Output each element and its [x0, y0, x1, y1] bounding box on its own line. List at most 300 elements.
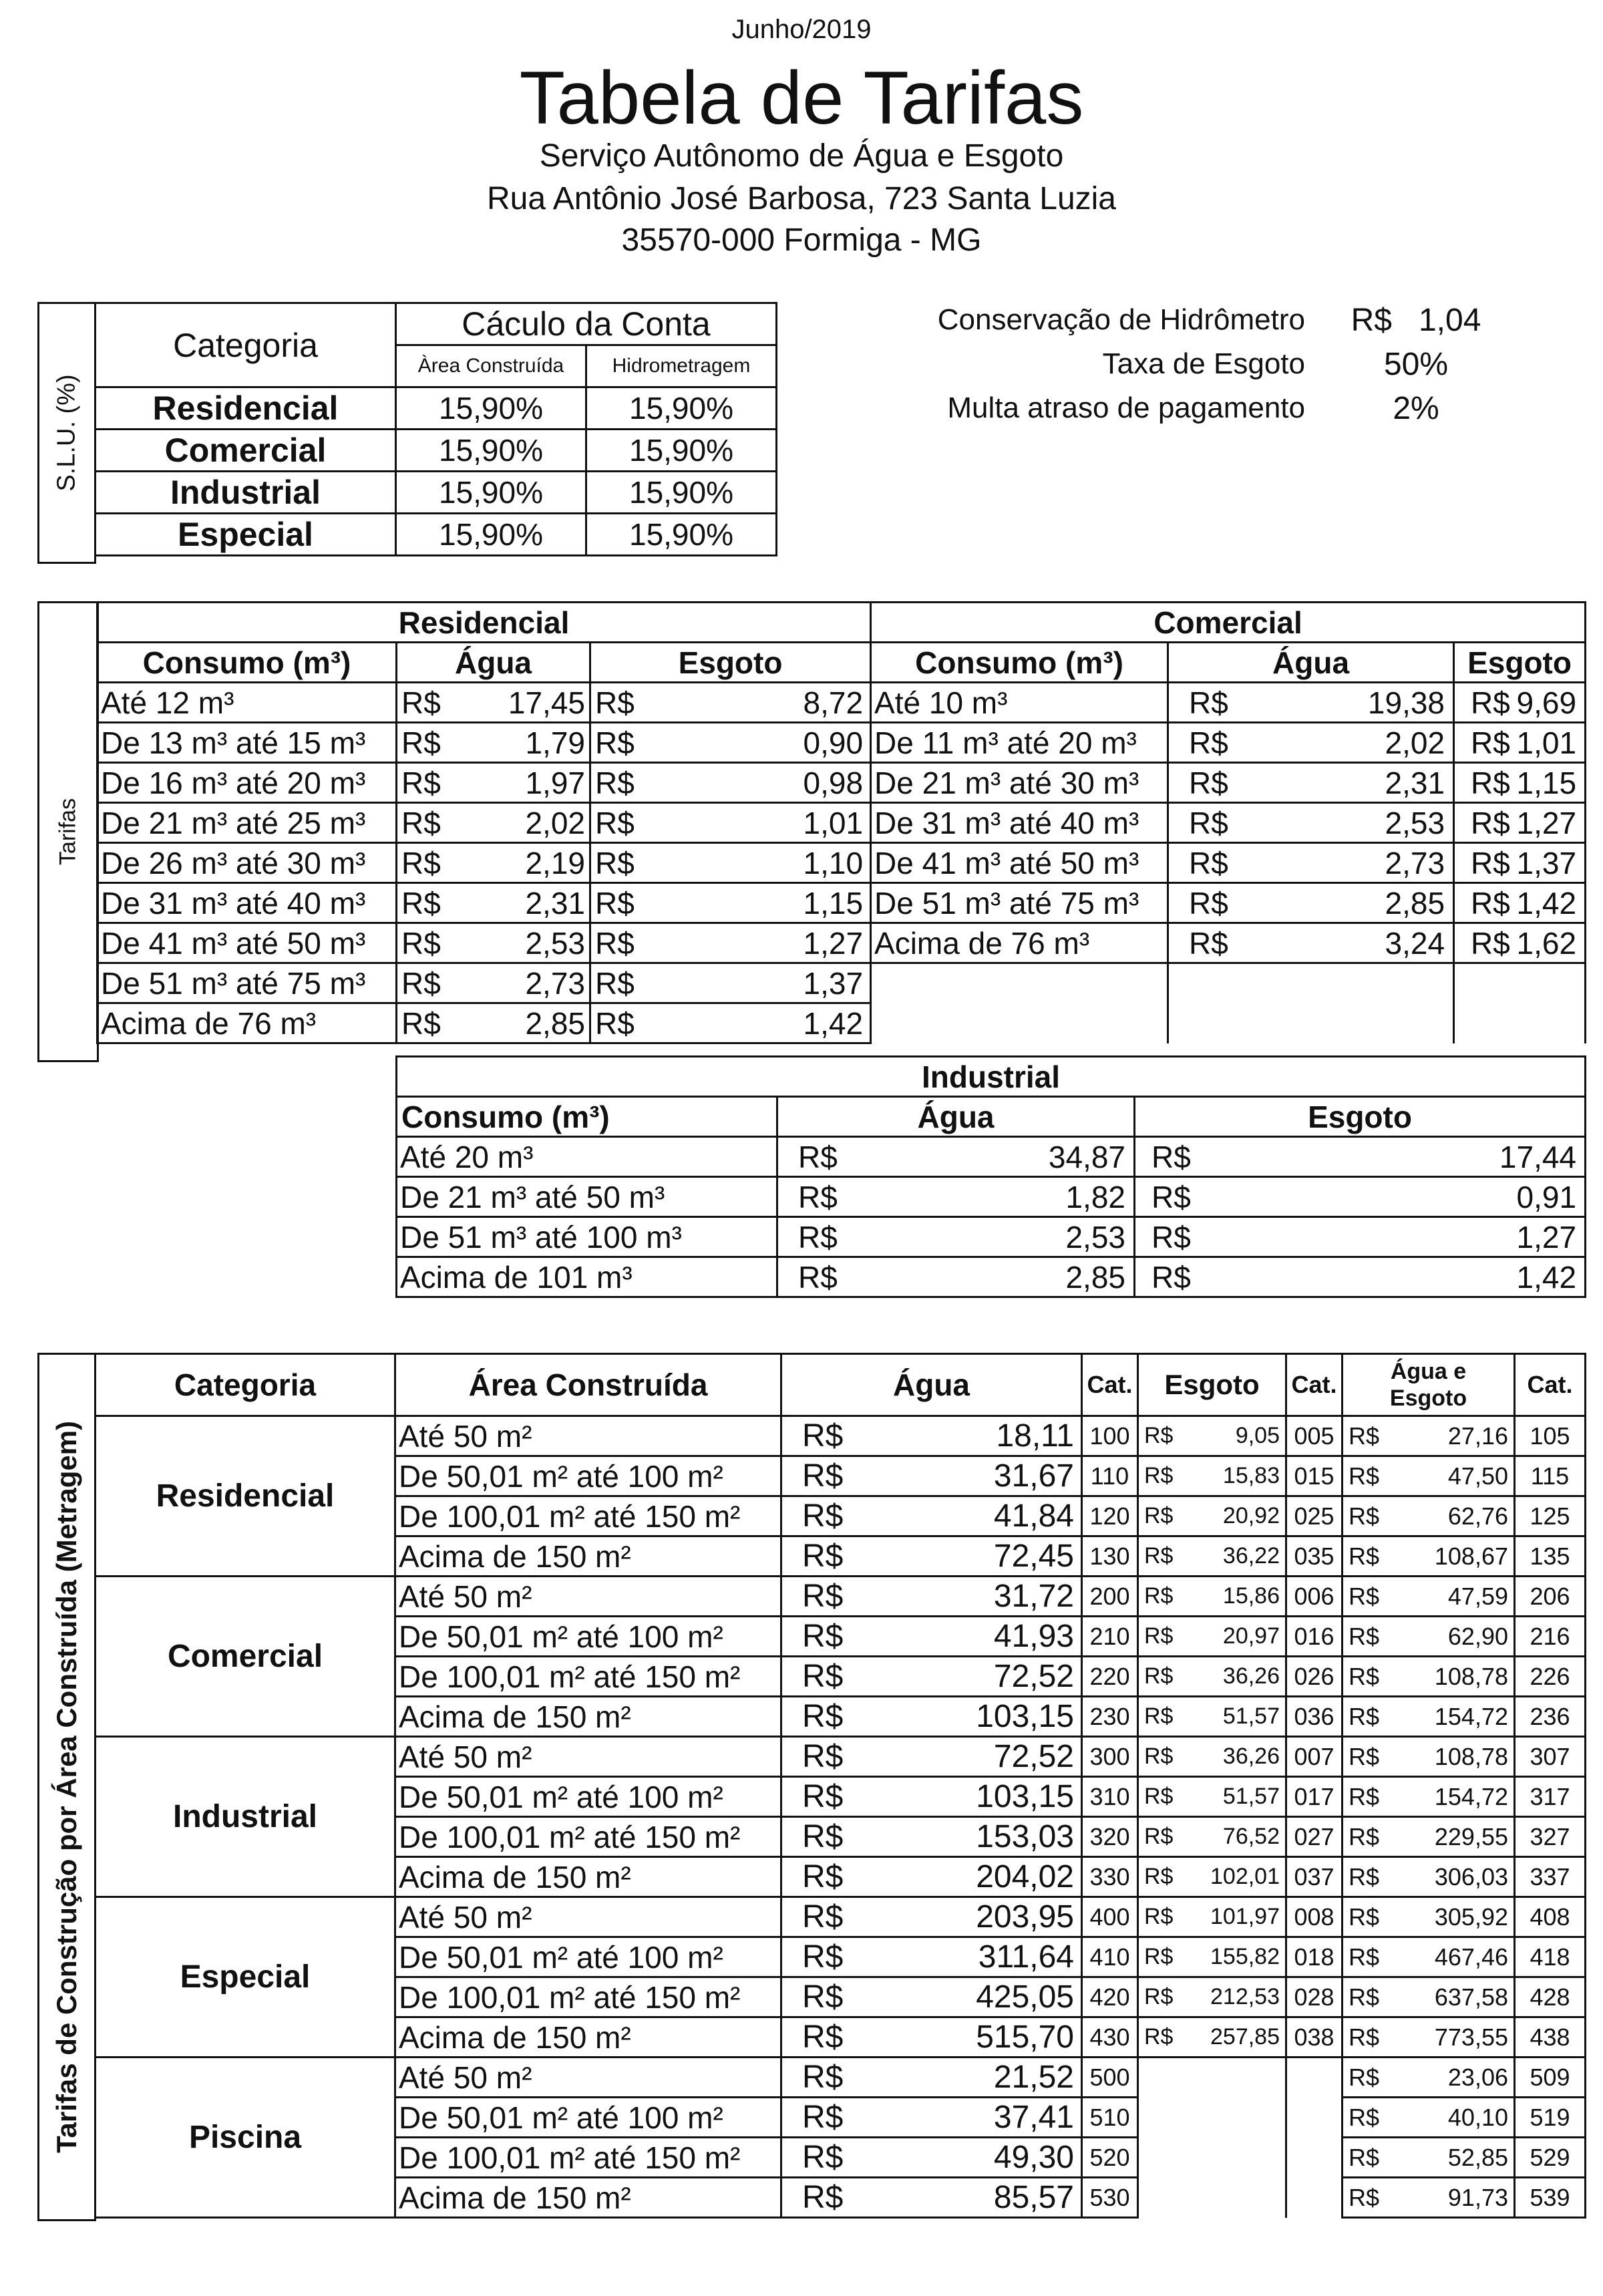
res-agua-amount: 17,45: [508, 685, 585, 720]
res-agua: [397, 763, 590, 803]
cons-esgoto: [1138, 1416, 1286, 1456]
cons-esgoto-amount: 20,97: [1222, 1623, 1280, 1649]
com-consumo: De 51 m³ até 75 m³: [871, 883, 1168, 923]
cons-h-esgoto: Esgoto: [1138, 1354, 1286, 1416]
cons-cat-agua: 410: [1082, 1937, 1138, 1977]
cons-agua: [781, 1577, 1082, 1617]
cons-h-agua-esgoto-line2: Esgoto: [1389, 1385, 1467, 1411]
ind-h-esgoto: Esgoto: [1135, 1097, 1586, 1137]
table-row: [397, 1217, 1586, 1257]
cons-agua-amount: 49,30: [993, 2140, 1074, 2175]
currency-symbol: R$: [1349, 2103, 1380, 2131]
currency-symbol: R$: [1349, 1903, 1380, 1931]
currency-symbol: R$: [1349, 1862, 1380, 1891]
cons-cat-agua: 520: [1082, 2138, 1138, 2178]
cons-agua-esgoto-amount: 154,72: [1434, 1782, 1508, 1810]
res-consumo: De 26 m³ até 30 m³: [98, 843, 397, 883]
cons-cat-esgoto: 037: [1286, 1857, 1343, 1897]
currency-symbol: R$: [1189, 845, 1228, 880]
cons-agua: [781, 1416, 1082, 1456]
currency-symbol: R$: [595, 805, 635, 840]
com-empty: [871, 1003, 1168, 1043]
res-esgoto: [590, 883, 871, 923]
info-label: Conservação de Hidrômetro: [937, 303, 1305, 336]
currency-symbol: R$: [1144, 1744, 1174, 1769]
currency-symbol: R$: [1144, 2024, 1174, 2049]
cons-cat-agua-esgoto: 438: [1515, 2017, 1586, 2058]
cons-agua-esgoto-amount: 305,92: [1434, 1903, 1508, 1931]
cons-esgoto-empty: [1138, 2138, 1286, 2178]
cons-area: De 50,01 m² até 100 m²: [395, 1777, 781, 1817]
cons-agua-esgoto: [1343, 1416, 1515, 1456]
cons-cat-agua-esgoto: 226: [1515, 1657, 1586, 1697]
cons-area: Até 50 m²: [395, 1897, 781, 1937]
currency-symbol: R$: [1349, 1943, 1380, 1971]
cons-esgoto-empty: [1138, 2098, 1286, 2138]
res-esgoto-amount: 1,27: [803, 925, 864, 961]
construcao-table: [94, 1353, 1586, 2219]
cons-esgoto: [1138, 1817, 1286, 1857]
cons-agua-esgoto-amount: 637,58: [1434, 1983, 1508, 2011]
cons-esgoto-empty: [1138, 2058, 1286, 2098]
cons-agua-esgoto: [1343, 1496, 1515, 1536]
slu-cat: Comercial: [96, 430, 396, 472]
cons-cat-esgoto: 028: [1286, 1977, 1343, 2017]
currency-symbol: R$: [401, 805, 441, 840]
res-h-agua: Água: [397, 643, 590, 683]
ind-esgoto-amount: 17,44: [1499, 1139, 1577, 1174]
construcao-side-label: Tarifas de Construção por Área Construída (Metragem): [51, 1420, 82, 2154]
cons-cat-agua-esgoto: 307: [1515, 1737, 1586, 1777]
table-row: [98, 683, 1586, 723]
table-row: [96, 514, 777, 556]
table-row: [397, 1177, 1586, 1217]
cons-area: De 50,01 m² até 100 m²: [395, 2098, 781, 2138]
cons-category: Comercial: [96, 1577, 395, 1737]
res-h-esgoto: Esgoto: [590, 643, 871, 683]
ind-agua: [777, 1217, 1135, 1257]
currency-symbol: R$: [401, 925, 441, 961]
cons-cat-esgoto: 017: [1286, 1777, 1343, 1817]
cons-esgoto: [1138, 1697, 1286, 1737]
currency-symbol: R$: [401, 845, 441, 880]
ind-agua: [777, 1257, 1135, 1297]
com-agua-amount: 19,38: [1367, 685, 1445, 720]
com-consumo: Acima de 76 m³: [871, 923, 1168, 963]
ind-agua: [777, 1137, 1135, 1177]
cons-agua-amount: 103,15: [976, 1699, 1074, 1734]
cons-agua: [781, 2138, 1082, 2178]
cons-cat-agua: 530: [1082, 2178, 1138, 2218]
page-title: Tabela de Tarifas: [519, 56, 1084, 140]
info-value: R$ 1,04: [1351, 302, 1481, 338]
table-row: [96, 1416, 1586, 1456]
res-consumo: De 13 m³ até 15 m³: [98, 723, 397, 763]
cons-cat-esgoto: 018: [1286, 1937, 1343, 1977]
com-agua: [1168, 723, 1454, 763]
cons-cat-agua-esgoto: 529: [1515, 2138, 1586, 2178]
cons-cat-agua: 220: [1082, 1657, 1138, 1697]
cons-agua: [781, 2098, 1082, 2138]
com-esgoto: [1454, 923, 1586, 963]
cons-h-cat-agua: Cat.: [1082, 1354, 1138, 1416]
currency-symbol: R$: [1349, 2143, 1380, 2171]
cons-h-agua: Água: [781, 1354, 1082, 1416]
cons-agua: [781, 1857, 1082, 1897]
cons-agua-amount: 37,41: [993, 2100, 1074, 2135]
res-agua-amount: 2,31: [525, 885, 585, 921]
cons-agua-esgoto: [1343, 1697, 1515, 1737]
ind-esgoto-amount: 1,42: [1516, 1259, 1577, 1295]
currency-symbol: R$: [802, 1739, 844, 1774]
tarifas-com-title: Comercial: [871, 603, 1586, 643]
res-agua: [397, 963, 590, 1003]
slu-area-value: 15,90%: [396, 472, 586, 514]
currency-symbol: R$: [595, 725, 635, 760]
com-agua-amount: 2,53: [1385, 805, 1445, 840]
com-agua-amount: 2,02: [1385, 725, 1445, 760]
table-row: [98, 723, 1586, 763]
cons-cat-agua: 300: [1082, 1737, 1138, 1777]
currency-symbol: R$: [1471, 685, 1510, 720]
table-row: [397, 1137, 1586, 1177]
cons-esgoto-amount: 20,92: [1222, 1503, 1280, 1528]
com-agua-amount: 2,73: [1385, 845, 1445, 880]
cons-agua: [781, 1617, 1082, 1657]
currency-symbol: R$: [1189, 925, 1228, 961]
currency-symbol: R$: [1189, 725, 1228, 760]
currency-symbol: R$: [802, 1899, 844, 1935]
com-esgoto-amount: 1,27: [1516, 805, 1577, 840]
table-row: [98, 843, 1586, 883]
cons-cat-esgoto: [1286, 2178, 1343, 2218]
cons-agua: [781, 2178, 1082, 2218]
cons-esgoto: [1138, 1897, 1286, 1937]
cons-agua: [781, 1496, 1082, 1536]
res-consumo: De 31 m³ até 40 m³: [98, 883, 397, 923]
cons-area: De 100,01 m² até 150 m²: [395, 2138, 781, 2178]
cons-cat-agua: 400: [1082, 1897, 1138, 1937]
cons-agua-esgoto-amount: 108,67: [1434, 1542, 1508, 1570]
com-agua: [1168, 883, 1454, 923]
cons-cat-agua-esgoto: 216: [1515, 1617, 1586, 1657]
res-agua: [397, 683, 590, 723]
cons-cat-agua-esgoto: 418: [1515, 1937, 1586, 1977]
cons-esgoto: [1138, 1857, 1286, 1897]
currency-symbol: R$: [802, 1659, 844, 1694]
table-row: [96, 430, 777, 472]
cons-esgoto-amount: 15,83: [1222, 1463, 1280, 1488]
cons-agua-amount: 204,02: [976, 1859, 1074, 1895]
ind-consumo: De 21 m³ até 50 m³: [397, 1177, 777, 1217]
res-agua: [397, 923, 590, 963]
res-agua: [397, 883, 590, 923]
cons-cat-agua: 120: [1082, 1496, 1138, 1536]
cons-cat-esgoto: 027: [1286, 1817, 1343, 1857]
table-row: [96, 472, 777, 514]
cons-cat-agua: 320: [1082, 1817, 1138, 1857]
cons-cat-agua: 200: [1082, 1577, 1138, 1617]
com-esgoto-amount: 1,01: [1516, 725, 1577, 760]
cons-cat-agua: 420: [1082, 1977, 1138, 2017]
table-row: [96, 2058, 1586, 2098]
res-esgoto: [590, 763, 871, 803]
com-esgoto: [1454, 683, 1586, 723]
currency-symbol: R$: [798, 1219, 838, 1255]
cons-esgoto-amount: 212,53: [1210, 1984, 1280, 2009]
ind-agua-amount: 34,87: [1048, 1139, 1125, 1174]
cons-area: De 100,01 m² até 150 m²: [395, 1496, 781, 1536]
table-row: [98, 803, 1586, 843]
slu-area-value: 15,90%: [396, 514, 586, 556]
cons-agua-amount: 103,15: [976, 1779, 1074, 1814]
currency-symbol: R$: [1144, 1663, 1174, 1689]
cons-cat-agua-esgoto: 115: [1515, 1456, 1586, 1496]
cons-esgoto-amount: 36,26: [1222, 1744, 1280, 1769]
cons-agua-amount: 72,52: [993, 1739, 1074, 1774]
header-city: 35570-000 Formiga - MG: [621, 222, 982, 258]
com-agua: [1168, 763, 1454, 803]
currency-symbol: R$: [1151, 1139, 1191, 1174]
cons-cat-agua: 110: [1082, 1456, 1138, 1496]
currency-symbol: R$: [1189, 765, 1228, 800]
ind-consumo: Acima de 101 m³: [397, 1257, 777, 1297]
currency-symbol: R$: [802, 2100, 844, 2135]
cons-area: De 50,01 m² até 100 m²: [395, 1617, 781, 1657]
cons-esgoto: [1138, 1577, 1286, 1617]
com-h-esgoto: Esgoto: [1454, 643, 1586, 683]
cons-agua-esgoto: [1343, 1617, 1515, 1657]
table-row: [96, 1577, 1586, 1617]
cons-esgoto: [1138, 1737, 1286, 1777]
info-row: [888, 342, 1523, 386]
ind-agua-amount: 1,82: [1065, 1179, 1125, 1214]
res-agua-amount: 2,02: [525, 805, 585, 840]
cons-cat-agua-esgoto: 327: [1515, 1817, 1586, 1857]
res-consumo: De 41 m³ até 50 m³: [98, 923, 397, 963]
cons-agua-esgoto: [1343, 1937, 1515, 1977]
cons-esgoto: [1138, 1937, 1286, 1977]
cons-agua-esgoto: [1343, 2017, 1515, 2058]
res-esgoto-amount: 0,90: [803, 725, 864, 760]
cons-agua-amount: 41,84: [993, 1498, 1074, 1534]
currency-symbol: R$: [1349, 1622, 1380, 1650]
cons-area: Até 50 m²: [395, 1577, 781, 1617]
cons-agua: [781, 1737, 1082, 1777]
res-esgoto: [590, 683, 871, 723]
cons-cat-agua-esgoto: 519: [1515, 2098, 1586, 2138]
cons-esgoto: [1138, 1657, 1286, 1697]
cons-agua: [781, 2058, 1082, 2098]
cons-esgoto-amount: 51,57: [1222, 1703, 1280, 1729]
cons-cat-agua-esgoto: 428: [1515, 1977, 1586, 2017]
cons-h-agua-esgoto-line1: Água e: [1390, 1359, 1467, 1384]
table-row: [98, 763, 1586, 803]
tarifas-res-title: Residencial: [98, 603, 871, 643]
currency-symbol: R$: [1189, 805, 1228, 840]
slu-cat: Especial: [96, 514, 396, 556]
cons-agua-esgoto: [1343, 1536, 1515, 1577]
currency-symbol: R$: [595, 845, 635, 880]
cons-agua-esgoto-amount: 154,72: [1434, 1702, 1508, 1730]
cons-esgoto-amount: 102,01: [1210, 1864, 1280, 1889]
cons-agua-esgoto-amount: 773,55: [1434, 2023, 1508, 2051]
currency-symbol: R$: [1349, 1822, 1380, 1850]
cons-h-area: Área Construída: [395, 1354, 781, 1416]
ind-esgoto-amount: 0,91: [1516, 1179, 1577, 1214]
cons-cat-esgoto: 016: [1286, 1617, 1343, 1657]
currency-symbol: R$: [1349, 1702, 1380, 1730]
cons-h-cat-esgoto: Cat.: [1286, 1354, 1343, 1416]
currency-symbol: R$: [401, 725, 441, 760]
currency-symbol: R$: [1349, 1662, 1380, 1690]
cons-cat-esgoto: 026: [1286, 1657, 1343, 1697]
ind-h-agua: Água: [777, 1097, 1135, 1137]
cons-h-categoria: Categoria: [96, 1354, 395, 1416]
res-esgoto-amount: 1,01: [803, 805, 864, 840]
res-agua-amount: 2,73: [525, 965, 585, 1001]
cons-cat-agua-esgoto: 125: [1515, 1496, 1586, 1536]
cons-esgoto: [1138, 2017, 1286, 2058]
com-agua: [1168, 923, 1454, 963]
cons-cat-esgoto: 035: [1286, 1536, 1343, 1577]
com-esgoto-amount: 9,69: [1516, 685, 1577, 720]
res-consumo: Acima de 76 m³: [98, 1003, 397, 1043]
info-value: 2%: [1393, 390, 1439, 426]
slu-calc-header: Cáculo da Conta: [396, 303, 777, 345]
cons-area: De 50,01 m² até 100 m²: [395, 1937, 781, 1977]
cons-agua: [781, 1977, 1082, 2017]
slu-cat: Industrial: [96, 472, 396, 514]
currency-symbol: R$: [1144, 1543, 1174, 1569]
cons-agua-esgoto: [1343, 1657, 1515, 1697]
cons-area: Acima de 150 m²: [395, 2017, 781, 2058]
cons-area: De 100,01 m² até 150 m²: [395, 1657, 781, 1697]
cons-cat-agua-esgoto: 105: [1515, 1416, 1586, 1456]
cons-esgoto-amount: 36,26: [1222, 1663, 1280, 1689]
currency-symbol: R$: [595, 1005, 635, 1041]
com-agua-amount: 2,31: [1385, 765, 1445, 800]
cons-agua-esgoto-amount: 52,85: [1447, 2143, 1508, 2171]
currency-symbol: R$: [401, 965, 441, 1001]
com-empty: [1454, 1003, 1586, 1043]
cons-agua-esgoto-amount: 62,76: [1447, 1502, 1508, 1530]
cons-cat-agua-esgoto: 408: [1515, 1897, 1586, 1937]
ind-agua: [777, 1177, 1135, 1217]
industrial-table: [395, 1055, 1586, 1298]
currency-symbol: R$: [1144, 1904, 1174, 1929]
currency-symbol: R$: [1349, 2063, 1380, 2091]
res-esgoto: [590, 803, 871, 843]
cons-agua-esgoto: [1343, 1817, 1515, 1857]
info-row: [888, 386, 1523, 430]
cons-agua-esgoto: [1343, 1456, 1515, 1496]
slu-side-label: S.L.U. (%): [52, 374, 81, 492]
com-agua-amount: 2,85: [1385, 885, 1445, 921]
com-agua: [1168, 683, 1454, 723]
currency-symbol: R$: [798, 1259, 838, 1295]
cons-agua-amount: 425,05: [976, 1979, 1074, 2015]
cons-cat-esgoto: 015: [1286, 1456, 1343, 1496]
currency-symbol: R$: [1144, 1463, 1174, 1488]
cons-cat-agua: 310: [1082, 1777, 1138, 1817]
cons-agua-amount: 515,70: [976, 2019, 1074, 2055]
table-row: [96, 1737, 1586, 1777]
currency-symbol: R$: [802, 1498, 844, 1534]
com-esgoto: [1454, 763, 1586, 803]
cons-cat-agua-esgoto: 509: [1515, 2058, 1586, 2098]
com-esgoto: [1454, 843, 1586, 883]
cons-cat-agua-esgoto: 539: [1515, 2178, 1586, 2218]
cons-agua: [781, 1777, 1082, 1817]
currency-symbol: R$: [595, 765, 635, 800]
tarifas-side-label-box: [37, 601, 99, 1062]
currency-symbol: R$: [401, 1005, 441, 1041]
cons-agua-esgoto: [1343, 1577, 1515, 1617]
cons-category: Residencial: [96, 1416, 395, 1577]
currency-symbol: R$: [1471, 845, 1510, 880]
cons-area: Acima de 150 m²: [395, 1697, 781, 1737]
cons-agua-esgoto-amount: 47,50: [1447, 1462, 1508, 1490]
cons-agua-esgoto-amount: 47,59: [1447, 1582, 1508, 1610]
cons-agua-amount: 153,03: [976, 1819, 1074, 1854]
cons-cat-agua-esgoto: 135: [1515, 1536, 1586, 1577]
currency-symbol: R$: [1349, 1782, 1380, 1810]
currency-symbol: R$: [595, 885, 635, 921]
res-consumo: De 21 m³ até 25 m³: [98, 803, 397, 843]
cons-cat-esgoto: 006: [1286, 1577, 1343, 1617]
cons-esgoto-amount: 15,86: [1222, 1583, 1280, 1609]
currency-symbol: R$: [1349, 1422, 1380, 1450]
com-h-agua: Água: [1168, 643, 1454, 683]
cons-agua-esgoto-amount: 467,46: [1434, 1943, 1508, 1971]
currency-symbol: R$: [595, 685, 635, 720]
currency-symbol: R$: [1151, 1179, 1191, 1214]
res-esgoto: [590, 1003, 871, 1043]
currency-symbol: R$: [1471, 885, 1510, 921]
com-consumo: De 41 m³ até 50 m³: [871, 843, 1168, 883]
cons-cat-agua-esgoto: 236: [1515, 1697, 1586, 1737]
cons-cat-agua-esgoto: 317: [1515, 1777, 1586, 1817]
cons-agua-amount: 18,11: [996, 1418, 1074, 1454]
currency-symbol: R$: [1349, 2183, 1380, 2211]
res-agua-amount: 2,19: [525, 845, 585, 880]
com-esgoto: [1454, 883, 1586, 923]
slu-area-value: 15,90%: [396, 387, 586, 430]
cons-cat-esgoto: 036: [1286, 1697, 1343, 1737]
cons-agua-amount: 85,57: [993, 2180, 1074, 2215]
slu-table: [94, 302, 777, 556]
cons-esgoto: [1138, 1456, 1286, 1496]
info-block: [888, 298, 1523, 430]
currency-symbol: R$: [1349, 1742, 1380, 1770]
tarifas-table: [96, 601, 1586, 1044]
ind-esgoto-amount: 1,27: [1516, 1219, 1577, 1255]
ind-esgoto: [1135, 1257, 1586, 1297]
currency-symbol: R$: [1189, 885, 1228, 921]
ind-esgoto: [1135, 1217, 1586, 1257]
currency-symbol: R$: [1144, 1824, 1174, 1849]
ind-h-consumo: Consumo (m³): [397, 1097, 777, 1137]
currency-symbol: R$: [1144, 1703, 1174, 1729]
cons-agua: [781, 1897, 1082, 1937]
cons-h-agua-esgoto: [1343, 1354, 1515, 1416]
cons-esgoto-amount: 155,82: [1210, 1944, 1280, 1969]
currency-symbol: R$: [802, 1819, 844, 1854]
res-esgoto-amount: 1,37: [803, 965, 864, 1001]
cons-cat-esgoto: 038: [1286, 2017, 1343, 2058]
currency-symbol: R$: [401, 685, 441, 720]
